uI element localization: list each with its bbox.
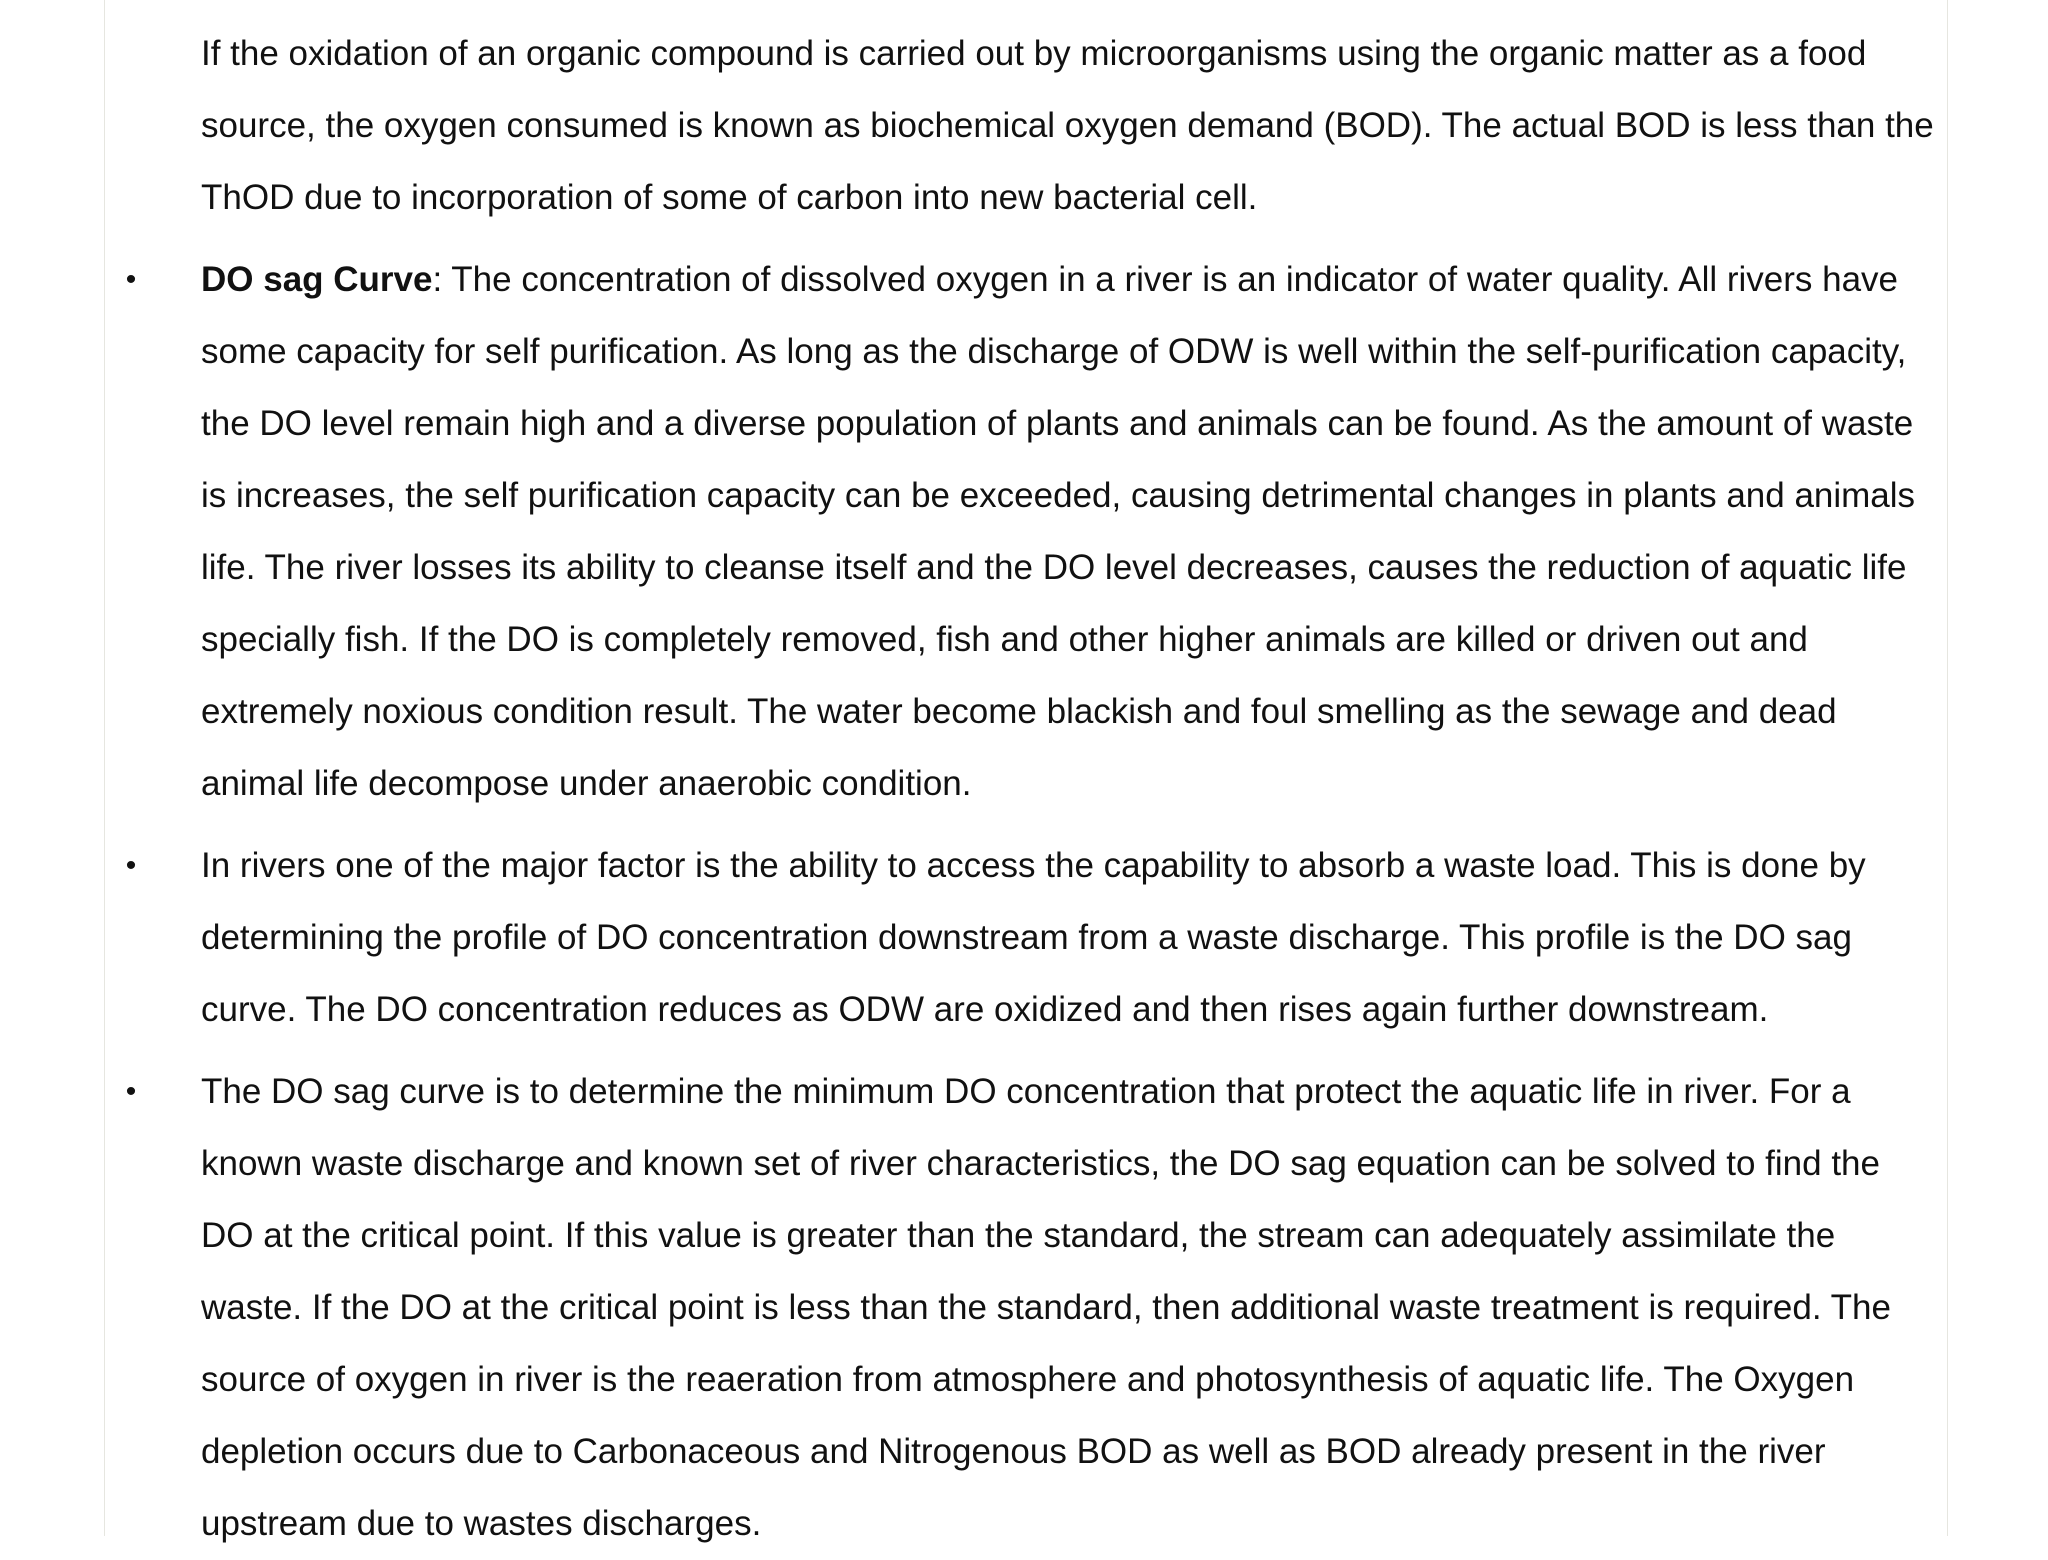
bullet-text: The DO sag curve is to determine the minimum DO concentration that protect the aquatic life in river. For a known waste discharge and known set of river characteristics, the DO sag equation can be solved to find the DO at the critical point. If this value is greater than the standard, the stream can adequately assimilate the waste. If the DO at the critical point is less than the standard, then additional waste treatment is required. The source of oxygen in river is the reaeration from atmosphere and photosynthesis of aquatic life. The Oxygen depletion occurs due to Carbonaceous and Nitrogenous BOD as well as BOD already present in the river upstream due to wastes discharges. xyxy=(201,1072,1891,1543)
bullet-marker: • xyxy=(125,1075,137,1108)
slide-content xyxy=(125,18,1941,1560)
slide-page xyxy=(104,0,1948,1543)
bullet-minimum-do xyxy=(125,1056,1941,1560)
intro-text: If the oxidation of an organic compound is carried out by microorganisms using the organic matter as a food source, the oxygen consumed is known as biochemical oxygen demand (BOD). The actual BOD is less than the ThOD due to incorporation of some of carbon into new bacterial cell. xyxy=(201,34,1934,217)
bullet-text: In rivers one of the major factor is the ability to access the capability to absorb a waste load. This is done by determining the profile of DO concentration downstream from a waste discharge. This profile is the DO sag curve. The DO concentration reduces as ODW are oxidized and then rises again further downstream. xyxy=(201,846,1866,1029)
bullet-marker: • xyxy=(125,849,137,882)
bullet-river-capability xyxy=(125,830,1941,1046)
bullet-marker: • xyxy=(125,263,137,296)
bullet-term: DO sag Curve xyxy=(201,260,433,299)
bullet-text: : The concentration of dissolved oxygen in a river is an indicator of water quality. All rivers have some capacity for self purification. As long as the discharge of ODW is well within the self-purification capacity, the DO level remain high and a diverse population of plants and animals can be found. As the amount of waste is increases, the self purification capacity can be exceeded, causing detrimental changes in plants and animals life. The river losses its ability to cleanse itself and the DO level decreases, causes the reduction of aquatic life specially fish. If the DO is completely removed, fish and other higher animals are killed or driven out and extremely noxious condition result. The water become blackish and foul smelling as the sewage and dead animal life decompose under anaerobic condition. xyxy=(201,260,1916,803)
bullet-do-sag-curve xyxy=(125,244,1941,820)
intro-paragraph xyxy=(201,18,1941,234)
